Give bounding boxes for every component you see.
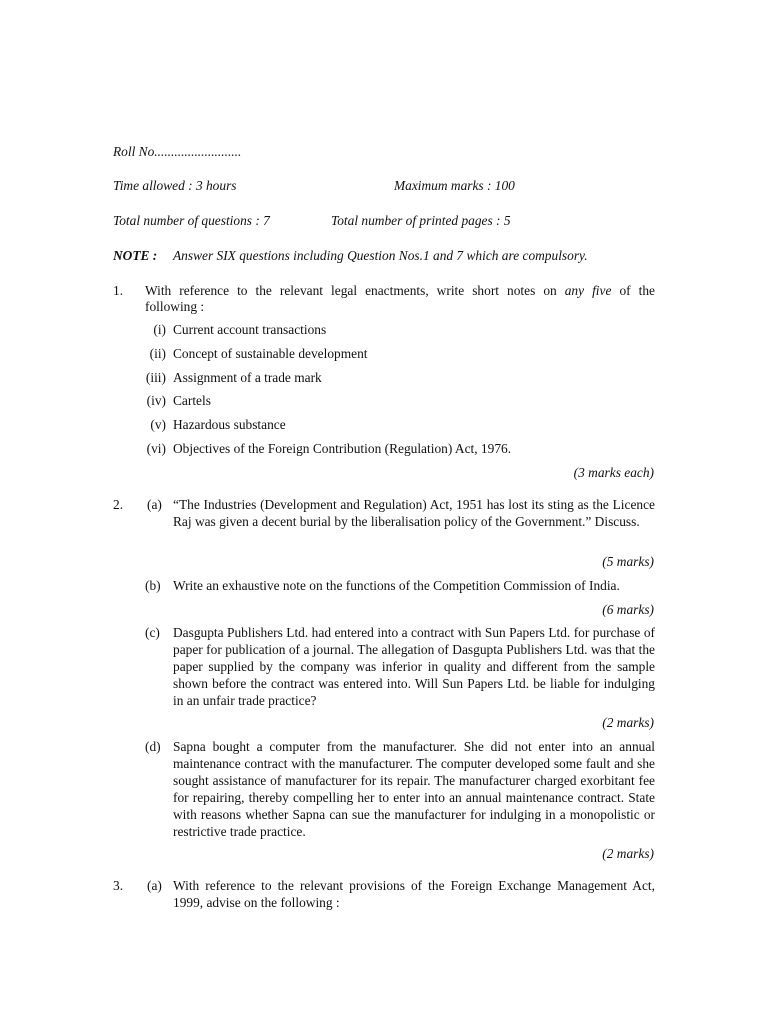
note-text: Answer SIX questions including Question Nos.1 and 7 which are compulsory.	[173, 248, 588, 263]
marks-label: (6 marks)	[602, 602, 654, 617]
marks-label: (2 marks)	[602, 846, 654, 861]
item-label: (i)	[153, 322, 166, 337]
question-number: 2.	[113, 497, 124, 512]
item-text: Objectives of the Foreign Contribution (Regulation) Act, 1976.	[173, 441, 512, 456]
item-text: Cartels	[173, 393, 211, 408]
item-label: (ii)	[149, 346, 166, 361]
question-2b-text: Write an exhaustive note on the functions of the Competition Commission of India.	[173, 578, 620, 593]
item-text: Hazardous substance	[173, 417, 286, 432]
marks-label: (2 marks)	[602, 715, 654, 730]
question-number: 3.	[113, 878, 124, 893]
subpart-label: (a)	[147, 878, 162, 893]
total-questions: Total number of questions : 7	[113, 213, 270, 228]
total-printed-pages: Total number of printed pages : 5	[331, 213, 511, 228]
marks-label: (5 marks)	[602, 554, 654, 569]
intro-text-end: of the	[611, 283, 655, 298]
item-text: Concept of sustainable development	[173, 346, 368, 361]
question-2a-text: “The Industries (Development and Regulation) Act, 1951 has lost its sting as the Licence Raj was given a decent burial by the liberalisation policy of the Government.” Discuss.	[173, 497, 655, 529]
subpart-label: (d)	[145, 739, 161, 754]
intro-text: With reference to the relevant legal enactments, write short notes on	[145, 283, 565, 298]
question-2d-text: Sapna bought a computer from the manufacturer. She did not enter into an annual maintenance contract with the manufacturer. The computer developed some fault and she sought assistance of manufacturer for its repair. The manufacturer charged exorbitant fee for repairing, thereby compelling her to enter into an annual maintenance contract. State with reasons whether Sapna can sue the manufacturer for indulging in a monopolistic or restrictive trade practice.	[173, 739, 655, 839]
time-allowed: Time allowed : 3 hours	[113, 178, 237, 193]
item-label: (v)	[150, 417, 166, 432]
marks-label: (3 marks each)	[573, 465, 654, 480]
question-2c-text: Dasgupta Publishers Ltd. had entered into a contract with Sun Papers Ltd. for purchase of paper for publication of a journal. The allegation of Dasgupta Publishers Ltd. was that the paper supplied by the company was inferior in quality and different from the sample shown before the contract was entered into. Will Sun Papers Ltd. be liable for indulging in an unfair trade practice?	[173, 625, 655, 708]
note-label: NOTE :	[113, 248, 158, 263]
question-1-intro	[145, 282, 655, 299]
question-number: 1.	[113, 283, 124, 298]
subpart-label: (b)	[145, 578, 161, 593]
item-label: (iv)	[146, 393, 166, 408]
roll-number-line: Roll No..........................	[113, 144, 242, 159]
question-1-intro-line-2: following :	[145, 299, 205, 314]
intro-emphasis: any five	[564, 283, 612, 298]
item-label: (vi)	[146, 441, 166, 456]
item-text: Current account transactions	[173, 322, 327, 337]
maximum-marks: Maximum marks : 100	[394, 178, 515, 193]
question-3a-text: With reference to the relevant provisions of the Foreign Exchange Management Act, 1999, advise on the following :	[173, 878, 655, 910]
item-text: Assignment of a trade mark	[173, 370, 322, 385]
item-label: (iii)	[145, 370, 166, 385]
subpart-label: (c)	[145, 625, 160, 640]
subpart-label: (a)	[147, 497, 162, 512]
